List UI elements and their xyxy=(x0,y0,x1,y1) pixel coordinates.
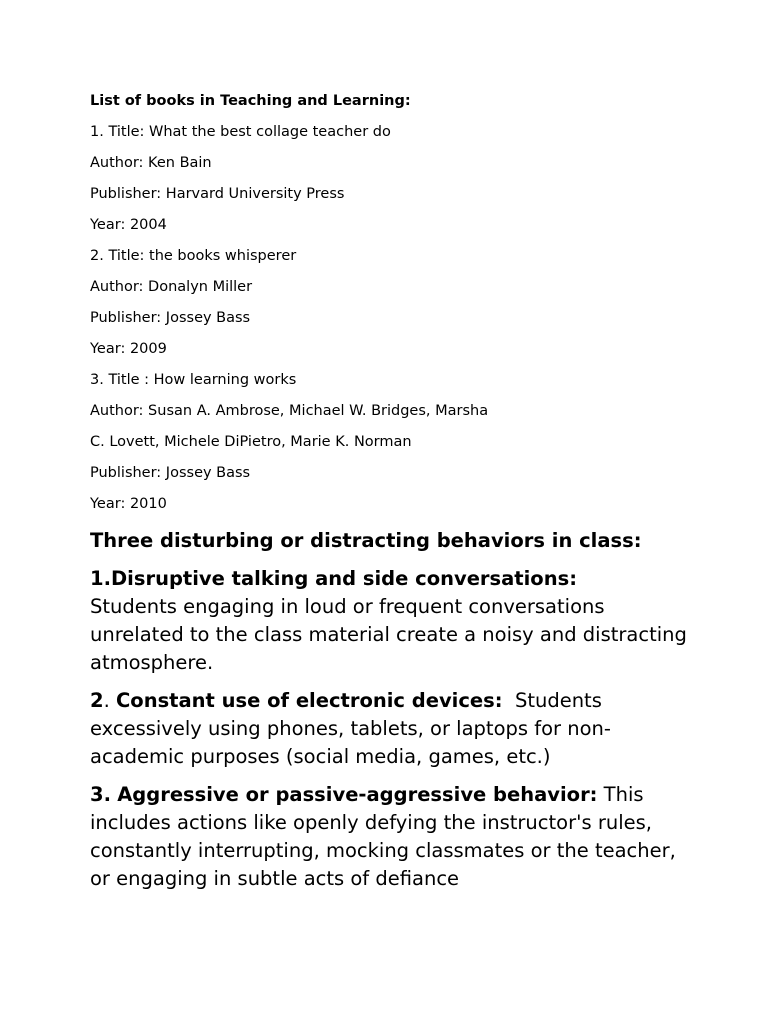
behavior-item-3 xyxy=(90,781,690,893)
behavior-number: 2 xyxy=(90,689,104,712)
book-publisher: Publisher: Jossey Bass xyxy=(90,310,251,326)
behavior-description: Students engaging in loud or frequent conversations unrelated to the class material create a noisy and distracting atmosphere. xyxy=(90,595,687,674)
book-year: Year: 2004 xyxy=(90,217,167,233)
book-entry-2 xyxy=(90,245,690,360)
book-publisher: Publisher: Jossey Bass xyxy=(90,465,251,481)
book-year: Year: 2010 xyxy=(90,496,167,512)
book-list-heading: List of books in Teaching and Learning: xyxy=(90,93,411,109)
document-body xyxy=(90,90,690,903)
book-title: 2. Title: the books whisperer xyxy=(90,248,297,264)
book-publisher: Publisher: Harvard University Press xyxy=(90,186,345,202)
book-author-continued: C. Lovett, Michele DiPietro, Marie K. Norman xyxy=(90,434,412,450)
behaviors-heading: Three disturbing or distracting behaviors in class: xyxy=(90,529,642,552)
behavior-number: 1. xyxy=(90,567,111,590)
behavior-title: Disruptive talking and side conversations: xyxy=(110,567,577,590)
book-author: Author: Donalyn Miller xyxy=(90,279,253,295)
book-title: 3. Title : How learning works xyxy=(90,372,297,388)
behavior-number: 3. xyxy=(90,783,111,806)
behavior-title: Aggressive or passive-aggressive behavior: xyxy=(117,783,598,806)
behavior-description: Students excessively using phones, tablets, or laptops for non-academic purposes (social media, games, etc.) xyxy=(90,689,611,768)
behavior-title: Constant use of electronic devices: xyxy=(115,689,503,712)
book-entry-3 xyxy=(90,369,690,515)
book-year: Year: 2009 xyxy=(90,341,167,357)
behavior-item-1 xyxy=(90,565,690,677)
behavior-item-2 xyxy=(90,687,690,771)
behavior-description: This includes actions like openly defying the instructor's rules, constantly interrupting, mocking classmates or the teacher, or engaging in subtle acts of defiance xyxy=(90,783,683,890)
book-author: Author: Susan A. Ambrose, Michael W. Bridges, Marsha xyxy=(90,403,489,419)
book-title: 1. Title: What the best collage teacher do xyxy=(90,124,391,140)
book-entry-1 xyxy=(90,121,690,236)
book-author: Author: Ken Bain xyxy=(90,155,212,171)
behavior-separator: . xyxy=(103,689,116,712)
